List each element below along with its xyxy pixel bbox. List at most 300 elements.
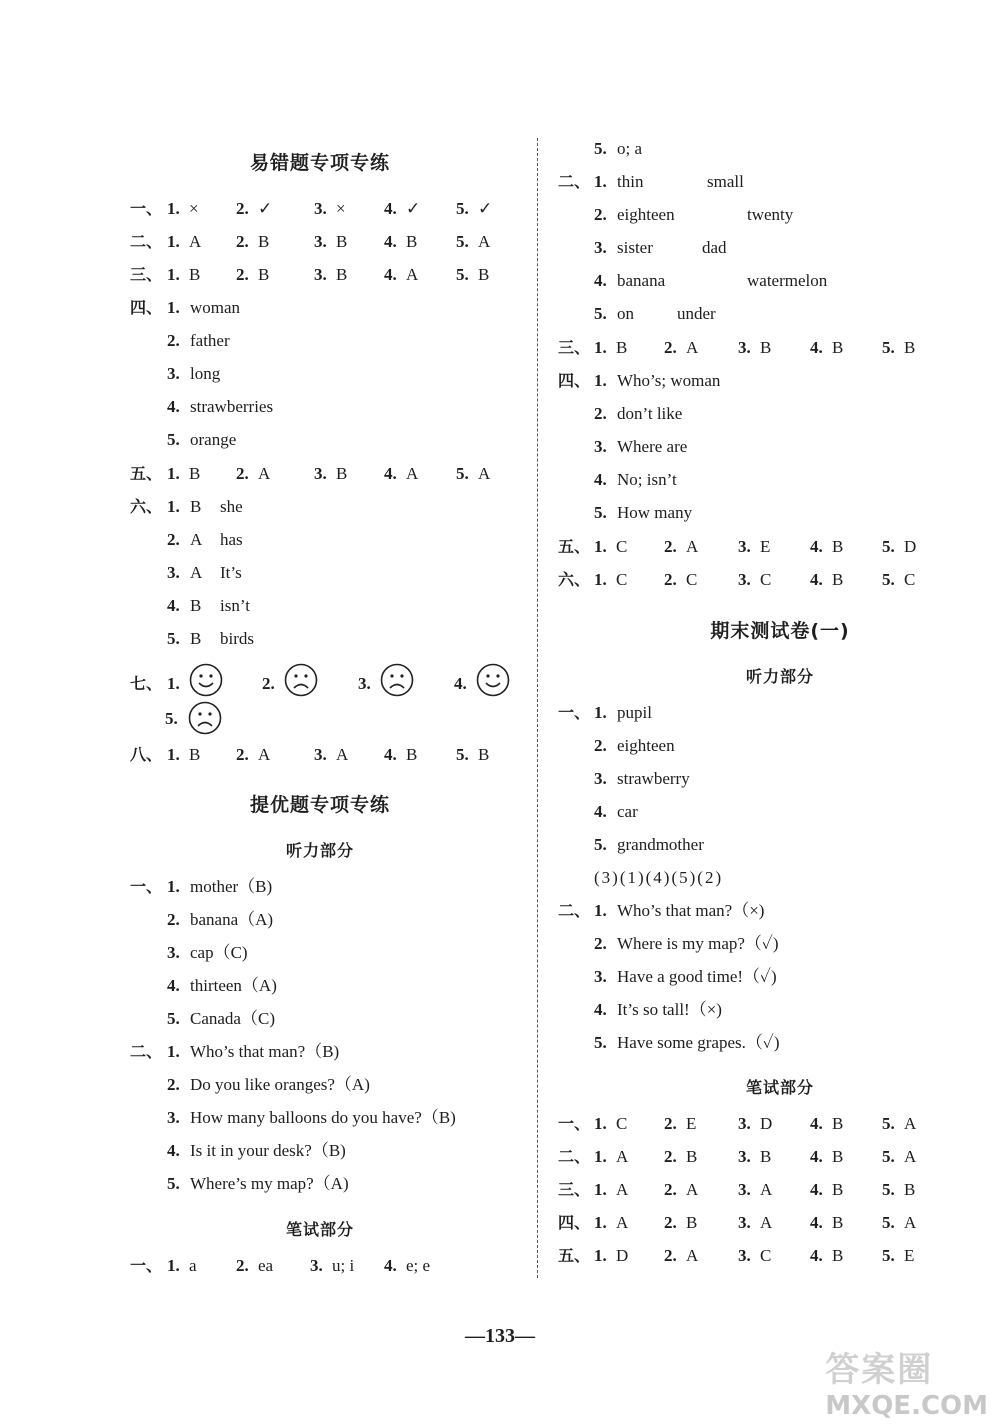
r-w1-answer: E [686, 1114, 697, 1133]
er-answer: B [406, 232, 418, 251]
er-answer: B [258, 232, 270, 251]
r-wu-num: 3. [738, 537, 751, 556]
r-er-num: 2. [594, 205, 607, 224]
r-san-num: 1. [594, 338, 607, 357]
r-w4-label: 四、 [558, 1213, 591, 1232]
r-l-er-label: 二、 [558, 901, 591, 920]
r-wu-num: 4. [810, 537, 823, 556]
qi-num: 5. [165, 709, 178, 728]
r-w4-answer: B [832, 1213, 844, 1232]
r-si-row [540, 500, 1000, 526]
r-w4-num: 2. [664, 1213, 677, 1232]
r-l-yi-num: 5. [594, 835, 607, 854]
sad-face-icon [284, 663, 318, 697]
r-w1-label: 一、 [558, 1114, 591, 1133]
r-l-yi-answer: pupil [617, 703, 652, 722]
qi-label: 七、 [130, 674, 163, 693]
liu-row [0, 494, 535, 520]
qi-row [0, 665, 535, 705]
r-l-yi-row [540, 700, 1000, 726]
r-er-label: 二、 [558, 172, 591, 191]
san-answer: B [189, 265, 201, 284]
r-w2-label: 二、 [558, 1147, 591, 1166]
r-san-num: 4. [810, 338, 823, 357]
l-er-num: 2. [167, 1075, 180, 1094]
l-yi-answer: banana（A) [190, 910, 274, 929]
liu-answer-2: has [220, 530, 243, 549]
si-row [0, 361, 535, 387]
san-num: 3. [314, 265, 327, 284]
r-l-yi-answer: eighteen [617, 736, 675, 755]
yi-row [0, 196, 535, 222]
ba-num: 1. [167, 745, 180, 764]
r-san-label: 三、 [558, 338, 591, 357]
l-yi-row [0, 907, 535, 933]
r-w4-num: 4. [810, 1213, 823, 1232]
l-yi-row [0, 973, 535, 999]
watermark-logo [825, 1342, 988, 1421]
r-er-answer: eighteen [617, 205, 675, 224]
yi-answer: × [336, 199, 346, 218]
liu-num: 5. [167, 629, 180, 648]
wu-answer: A [406, 464, 419, 483]
er-num: 3. [314, 232, 327, 251]
qi-num: 3. [358, 674, 371, 693]
yi-num: 1. [167, 199, 180, 218]
liu-answer-2: birds [220, 629, 254, 648]
r-w5-answer: B [832, 1246, 844, 1265]
r-w1-num: 5. [882, 1114, 895, 1133]
wu-num: 4. [384, 464, 397, 483]
yi-answer: × [189, 199, 199, 218]
r-l-er-row [540, 1030, 1000, 1056]
r-si-num: 5. [594, 503, 607, 522]
si-row [0, 394, 535, 420]
r-er-answer: on [617, 304, 634, 323]
liu-answer: B [190, 497, 202, 516]
wu-num: 5. [456, 464, 469, 483]
l-yi-num: 3. [167, 943, 180, 962]
r-w1-num: 2. [664, 1114, 677, 1133]
r-er-row [540, 202, 1000, 228]
si-answer: father [190, 331, 230, 350]
w-yi-answer: ea [258, 1256, 274, 1275]
r-w2-answer: B [760, 1147, 772, 1166]
wu-answer: B [336, 464, 348, 483]
r-w2-num: 4. [810, 1147, 823, 1166]
l-er-answer: Who’s that man?（B) [190, 1042, 340, 1061]
r-w4-row [540, 1210, 1000, 1236]
r-er-num: 3. [594, 238, 607, 257]
r-w2-num: 5. [882, 1147, 895, 1166]
er-answer: B [336, 232, 348, 251]
r-si-answer: Where are [617, 437, 688, 456]
r-w2-num: 3. [738, 1147, 751, 1166]
order-sequence: (3)(1)(4)(5)(2) [594, 868, 724, 887]
liu-answer: A [190, 530, 203, 549]
r-w3-num: 5. [882, 1180, 895, 1199]
er-num: 1. [167, 232, 180, 251]
wu-answer: A [258, 464, 271, 483]
liu-row [0, 593, 535, 619]
l-er-answer: Do you like oranges?（A) [190, 1075, 370, 1094]
r-liu-answer: C [616, 570, 628, 589]
liu-row [0, 527, 535, 553]
er-answer: A [189, 232, 202, 251]
r-w4-answer: B [686, 1213, 698, 1232]
l-yi-num: 1. [167, 877, 180, 896]
r-er-row [540, 301, 1000, 327]
l-yi-label: 一、 [130, 877, 163, 896]
san-num: 1. [167, 265, 180, 284]
r-si-row [540, 368, 1000, 394]
r-er-answer-2: under [677, 304, 716, 323]
r-liu-answer: C [760, 570, 772, 589]
r-w3-answer: A [760, 1180, 773, 1199]
sad-face-icon [380, 663, 414, 697]
r-l-yi-num: 1. [594, 703, 607, 722]
w-yi-label: 一、 [130, 1256, 163, 1275]
r-wu-answer: D [904, 537, 917, 556]
l-er-answer: Is it in your desk?（B) [190, 1141, 346, 1160]
w-yi-num: 4. [384, 1256, 397, 1275]
si-row [0, 328, 535, 354]
w-yi-num: 3. [310, 1256, 323, 1275]
r-l-er-row [540, 931, 1000, 957]
r-er-num: 1. [594, 172, 607, 191]
r-l-er-answer: Where is my map?（✓) [617, 934, 779, 953]
r-l-yi-row [540, 733, 1000, 759]
subtitle-written-2: 笔试部分 [745, 1078, 814, 1097]
yi-num: 3. [314, 199, 327, 218]
r-w5-num: 2. [664, 1246, 677, 1265]
si-num: 2. [167, 331, 180, 350]
r-w5-answer: C [760, 1246, 772, 1265]
liu-answer: B [190, 596, 202, 615]
l-er-num: 5. [167, 1174, 180, 1193]
r-l-er-num: 5. [594, 1033, 607, 1052]
cont-answer: o; a [617, 139, 643, 158]
r-er-answer-2: twenty [747, 205, 794, 224]
yi-label: 一、 [130, 199, 163, 218]
happy-face-icon [476, 663, 510, 697]
cont-num: 5. [594, 139, 607, 158]
yi-answer: ✓ [258, 199, 273, 218]
si-label: 四、 [130, 298, 163, 317]
r-si-row [540, 401, 1000, 427]
si-num: 1. [167, 298, 180, 317]
qi-num: 1. [167, 674, 180, 693]
section-title-final-exam: 期末测试卷(一) [710, 620, 850, 642]
w-yi-num: 2. [236, 1256, 249, 1275]
l-er-row [0, 1072, 535, 1098]
wu-row [0, 461, 535, 487]
si-answer: long [190, 364, 221, 383]
r-w3-answer: A [686, 1180, 699, 1199]
r-w5-num: 4. [810, 1246, 823, 1265]
liu-num: 1. [167, 497, 180, 516]
si-num: 3. [167, 364, 180, 383]
yi-num: 4. [384, 199, 397, 218]
r-san-row [540, 335, 1000, 361]
yi-answer: ✓ [406, 199, 421, 218]
er-num: 4. [384, 232, 397, 251]
l-er-num: 3. [167, 1108, 180, 1127]
r-san-answer: B [616, 338, 628, 357]
r-w3-num: 4. [810, 1180, 823, 1199]
r-w4-num: 1. [594, 1213, 607, 1232]
r-w5-num: 5. [882, 1246, 895, 1265]
r-l-er-answer: Have a good time!（✓) [617, 967, 777, 986]
r-l-er-answer: Who’s that man?（×) [617, 901, 765, 920]
r-liu-num: 4. [810, 570, 823, 589]
l-er-num: 1. [167, 1042, 180, 1061]
yi-num: 2. [236, 199, 249, 218]
w-yi-num: 1. [167, 1256, 180, 1275]
r-w3-num: 2. [664, 1180, 677, 1199]
liu-answer-2: It’s [220, 563, 242, 582]
l-er-row [0, 1105, 535, 1131]
l-yi-row [0, 874, 535, 900]
r-wu-answer: B [832, 537, 844, 556]
r-w5-label: 五、 [558, 1246, 591, 1265]
subtitle-listening-2: 听力部分 [745, 667, 814, 686]
r-l-yi-num: 4. [594, 802, 607, 821]
r-l-er-num: 1. [594, 901, 607, 920]
r-er-row [540, 235, 1000, 261]
san-row [0, 262, 535, 288]
r-er-answer: sister [617, 238, 653, 257]
r-si-row [540, 467, 1000, 493]
r-si-answer: don’t like [617, 404, 683, 423]
liu-answer: A [190, 563, 203, 582]
r-w5-answer: E [904, 1246, 915, 1265]
cont-row [540, 136, 1000, 162]
er-num: 5. [456, 232, 469, 251]
r-san-num: 3. [738, 338, 751, 357]
r-l-yi-row [540, 832, 1000, 858]
r-er-answer: thin [617, 172, 644, 191]
liu-answer-2: she [220, 497, 243, 516]
r-si-label: 四、 [558, 371, 591, 390]
er-answer: A [478, 232, 491, 251]
liu-answer: B [190, 629, 202, 648]
r-w4-answer: A [760, 1213, 773, 1232]
er-label: 二、 [130, 232, 163, 251]
r-w1-answer: B [832, 1114, 844, 1133]
r-l-er-num: 3. [594, 967, 607, 986]
r-er-row [540, 268, 1000, 294]
wu-num: 3. [314, 464, 327, 483]
san-answer: B [336, 265, 348, 284]
r-w4-answer: A [616, 1213, 629, 1232]
si-row [0, 427, 535, 453]
r-liu-answer: C [686, 570, 698, 589]
san-label: 三、 [130, 265, 163, 284]
liu-row [0, 560, 535, 586]
r-wu-num: 1. [594, 537, 607, 556]
l-yi-answer: mother（B) [190, 877, 273, 896]
r-er-row [540, 169, 1000, 195]
r-si-num: 2. [594, 404, 607, 423]
r-w2-answer: B [832, 1147, 844, 1166]
w-yi-answer: e; e [406, 1256, 431, 1275]
wu-answer: B [189, 464, 201, 483]
r-si-answer: Who’s; woman [617, 371, 721, 390]
l-er-num: 4. [167, 1141, 180, 1160]
ba-answer: A [336, 745, 349, 764]
r-w5-answer: A [686, 1246, 699, 1265]
si-num: 5. [167, 430, 180, 449]
r-wu-num: 5. [882, 537, 895, 556]
r-si-answer: How many [617, 503, 693, 522]
liu-row [0, 626, 535, 652]
r-w1-num: 3. [738, 1114, 751, 1133]
r-w4-answer: A [904, 1213, 917, 1232]
r-er-num: 4. [594, 271, 607, 290]
l-er-answer: How many balloons do you have?（B) [190, 1108, 456, 1127]
column-divider [537, 138, 538, 1278]
r-san-answer: B [904, 338, 916, 357]
r-wu-answer: E [760, 537, 771, 556]
r-si-answer: No; isn’t [617, 470, 677, 489]
r-l-er-row [540, 898, 1000, 924]
l-yi-row [0, 1006, 535, 1032]
r-san-answer: A [686, 338, 699, 357]
l-yi-num: 2. [167, 910, 180, 929]
l-yi-answer: thirteen（A) [190, 976, 277, 995]
watermark-bottom: MXQE.COM [825, 1391, 988, 1421]
l-er-answer: Where’s my map?（A) [190, 1174, 349, 1193]
r-wu-num: 2. [664, 537, 677, 556]
san-answer: B [478, 265, 490, 284]
r-liu-label: 六、 [558, 570, 591, 589]
r-w2-num: 1. [594, 1147, 607, 1166]
r-l-er-num: 4. [594, 1000, 607, 1019]
r-w2-num: 2. [664, 1147, 677, 1166]
wu-label: 五、 [130, 464, 163, 483]
l-yi-answer: Canada（C) [190, 1009, 275, 1028]
l-yi-num: 4. [167, 976, 180, 995]
si-row [0, 295, 535, 321]
liu-num: 3. [167, 563, 180, 582]
r-l-er-row [540, 997, 1000, 1023]
r-wu-label: 五、 [558, 537, 591, 556]
r-l-yi-num: 2. [594, 736, 607, 755]
r-er-answer-2: watermelon [747, 271, 828, 290]
r-l-yi-row [540, 799, 1000, 825]
r-l-yi-answer: car [617, 802, 638, 821]
r-wu-row [540, 534, 1000, 560]
san-num: 5. [456, 265, 469, 284]
liu-num: 4. [167, 596, 180, 615]
ba-answer: B [189, 745, 201, 764]
san-num: 4. [384, 265, 397, 284]
wu-num: 2. [236, 464, 249, 483]
r-w1-row [540, 1111, 1000, 1137]
page-number: —133— [465, 1325, 535, 1347]
r-l-yi-answer: strawberry [617, 769, 690, 788]
l-yi-row [0, 940, 535, 966]
ba-answer: B [478, 745, 490, 764]
r-san-num: 2. [664, 338, 677, 357]
l-yi-answer: cap（C) [190, 943, 248, 962]
r-si-num: 3. [594, 437, 607, 456]
r-w5-num: 1. [594, 1246, 607, 1265]
l-er-row [0, 1039, 535, 1065]
r-wu-answer: C [616, 537, 628, 556]
r-san-num: 5. [882, 338, 895, 357]
r-w2-row [540, 1144, 1000, 1170]
ba-row [0, 742, 535, 768]
san-answer: A [406, 265, 419, 284]
r-w5-answer: D [616, 1246, 629, 1265]
r-liu-answer: C [904, 570, 916, 589]
r-wu-answer: A [686, 537, 699, 556]
r-l-er-num: 2. [594, 934, 607, 953]
ba-num: 2. [236, 745, 249, 764]
r-w3-num: 1. [594, 1180, 607, 1199]
subtitle-listening: 听力部分 [285, 841, 354, 860]
r-w4-num: 5. [882, 1213, 895, 1232]
r-l-er-answer: Have some grapes.（✓) [617, 1033, 780, 1052]
l-er-row [0, 1171, 535, 1197]
r-w3-answer: B [904, 1180, 916, 1199]
r-w3-answer: B [832, 1180, 844, 1199]
w-yi-answer: a [189, 1256, 197, 1275]
r-w3-num: 3. [738, 1180, 751, 1199]
yi-num: 5. [456, 199, 469, 218]
wu-answer: A [478, 464, 491, 483]
r-san-answer: B [760, 338, 772, 357]
l-er-label: 二、 [130, 1042, 163, 1061]
r-si-num: 1. [594, 371, 607, 390]
r-w1-answer: C [616, 1114, 628, 1133]
er-num: 2. [236, 232, 249, 251]
r-er-answer: banana [617, 271, 666, 290]
r-w3-row [540, 1177, 1000, 1203]
si-answer: orange [190, 430, 237, 449]
subtitle-written: 笔试部分 [285, 1220, 354, 1239]
r-si-num: 4. [594, 470, 607, 489]
r-er-num: 5. [594, 304, 607, 323]
ba-num: 4. [384, 745, 397, 764]
qi-num: 4. [454, 674, 467, 693]
w-yi-row [0, 1253, 535, 1279]
r-w3-label: 三、 [558, 1180, 591, 1199]
r-w1-answer: D [760, 1114, 773, 1133]
r-l-er-answer: It’s so tall!（×) [617, 1000, 722, 1019]
r-w1-answer: A [904, 1114, 917, 1133]
r-w2-answer: A [616, 1147, 629, 1166]
r-l-yi-row [540, 766, 1000, 792]
l-yi-num: 5. [167, 1009, 180, 1028]
r-er-answer-2: small [707, 172, 744, 191]
liu-label: 六、 [130, 497, 163, 516]
r-w4-num: 3. [738, 1213, 751, 1232]
r-w1-num: 1. [594, 1114, 607, 1133]
r-liu-answer: B [832, 570, 844, 589]
w-yi-answer: u; i [332, 1256, 355, 1275]
ba-num: 5. [456, 745, 469, 764]
r-w3-answer: A [616, 1180, 629, 1199]
r-w2-answer: A [904, 1147, 917, 1166]
qi-num: 2. [262, 674, 275, 693]
ba-answer: A [258, 745, 271, 764]
r-w5-num: 3. [738, 1246, 751, 1265]
r-liu-num: 3. [738, 570, 751, 589]
r-l-er-row [540, 964, 1000, 990]
